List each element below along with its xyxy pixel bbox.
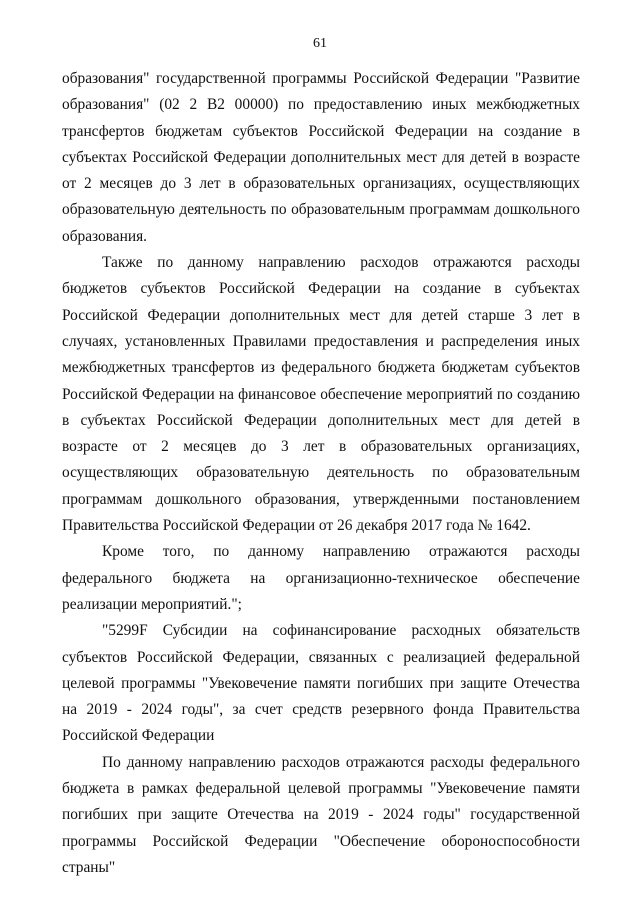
paragraph-federal-program-expenses: По данному направлению расходов отражаются расходы федерального бюджета в рамках федеральной целевой программы "Увековечение памяти погибших при защите Отечества на 2019 - 2024 годы" государственной программы Российской Федерации "Обеспечение обороноспособности страны"	[62, 753, 580, 876]
paragraph-continuation: образования" государственной программы Российской Федерации "Развитие образования" (02 2 В2 00000) по предоставлению иных межбюджетных трансфертов бюджетам субъектов Российской Федерации на создание в субъектах Российской Федерации дополнительных мест для детей в возрасте от 2 месяцев до 3 лет в образовательных организациях, осуществляющих образовательную деятельность по образовательным программам дошкольного образования.	[62, 70, 580, 245]
paragraph-5299f-subsidies: "5299F Субсидии на софинансирование расходных обязательств субъектов Российской Федерации, связанных с реализацией федеральной целевой программы "Увековечение памяти погибших при защите Отечества на 2019 - 2024 годы", за счет средств резервного фонда Правительства Российской Федерации	[62, 622, 580, 745]
paragraph-regional-budgets: Также по данному направлению расходов отражаются расходы бюджетов субъектов Российской Федерации на создание в субъектах Российской Федерации дополнительных мест для детей старше 3 лет в случаях, установленных Правилами предоставления и распределения иных межбюджетных трансфертов из федерального бюджета бюджетам субъектов Российской Федерации на финансовое обеспечение мероприятий по созданию в субъектах Российской Федерации дополнительных мест для детей в возрасте от 2 месяцев до 3 лет в образовательных организациях, осуществляющих образовательную деятельность по образовательным программам дошкольного образования, утвержденными постановлением Правительства Российской Федерации от 26 декабря 2017 года № 1642.	[62, 254, 580, 535]
document-body	[62, 66, 580, 881]
page-number: 61	[313, 36, 327, 51]
paragraph-federal-budget-support: Кроме того, по данному направлению отражаются расходы федерального бюджета на организационно-техническое обеспечение реализации мероприятий.";	[62, 543, 580, 613]
